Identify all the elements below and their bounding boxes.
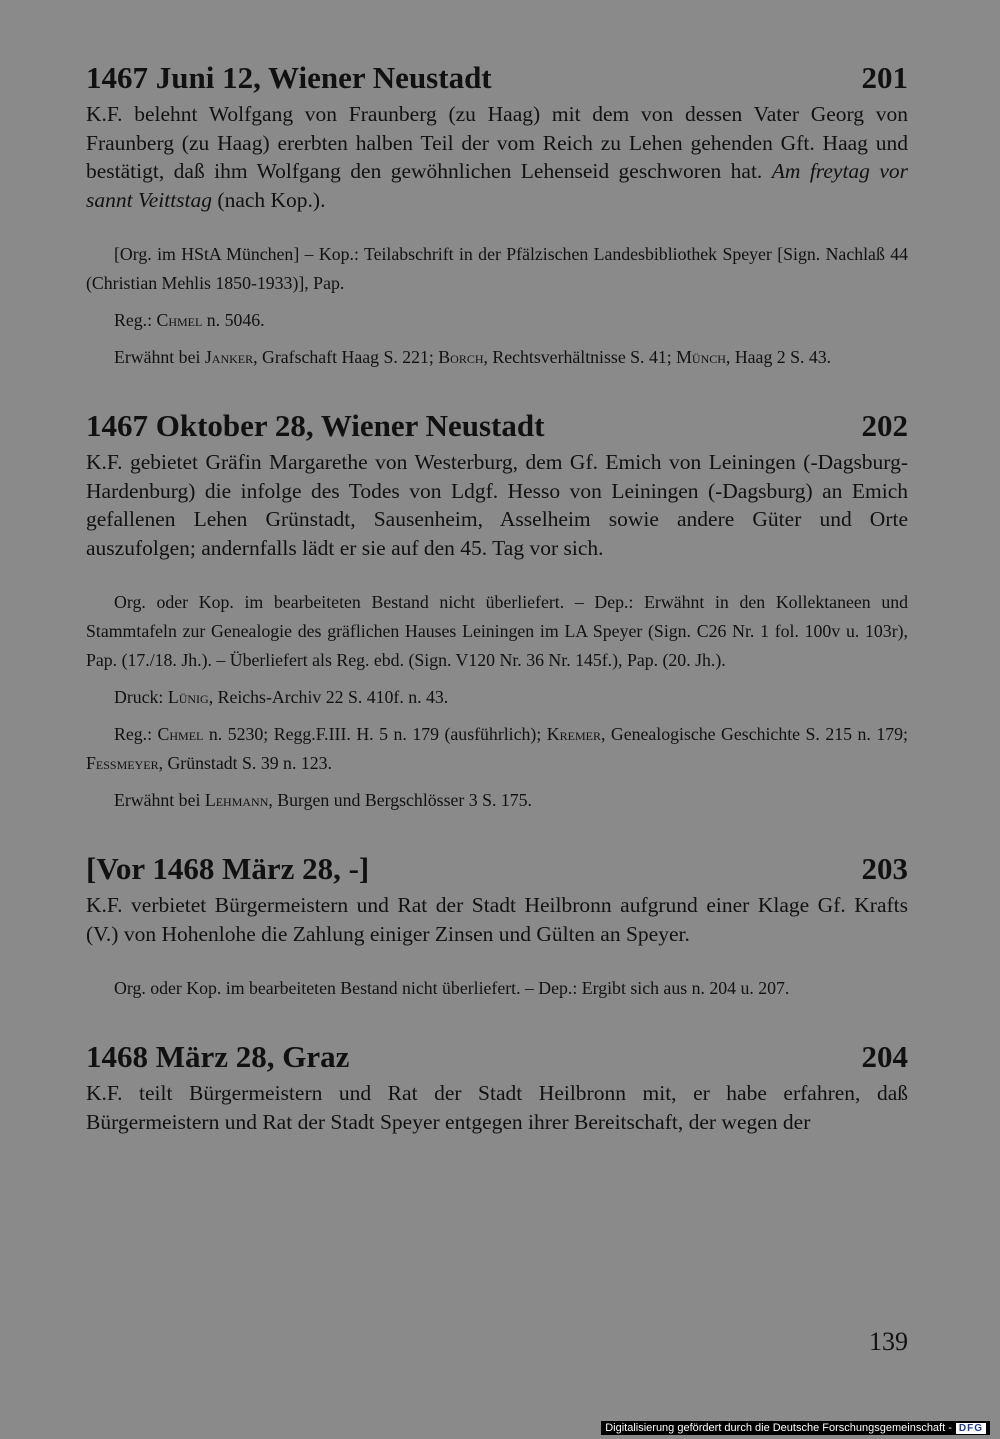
summary-tail: (nach Kop.). bbox=[212, 187, 326, 212]
entry-date-place: 1467 Oktober 28, Wiener Neustadt bbox=[86, 408, 545, 443]
funding-footer bbox=[601, 1421, 990, 1435]
entry-202 bbox=[86, 406, 908, 815]
entry-date-place: 1468 März 28, Graz bbox=[86, 1039, 350, 1074]
entry-summary: K.F. gebietet Gräfin Margarethe von Westerburg, dem Gf. Emich von Leiningen (-Dagsburg-Hardenburg) die infolge des Todes von Ldgf. Hesso von Leiningen (-Dagsburg) an Emich gefallenen Lehen Grünstadt, Sausenheim, Asselheim sowie andere Güter und Orte auszufolgen; andernfalls lädt er sie auf den 45. Tag vor sich. bbox=[86, 450, 908, 560]
entry-summary: K.F. verbietet Bürgermeistern und Rat der Stadt Heilbronn aufgrund einer Klage Gf. Krafts (V.) von Hohenlohe die Zahlung einiger Zinsen und Gülten an Speyer. bbox=[86, 893, 908, 946]
entry-201 bbox=[86, 58, 908, 372]
note-tradition: [Org. im HStA München] – Kop.: Teilabschrift in der Pfälzischen Landesbibliothek Speyer [Sign. Nachlaß 44 (Christian Mehlis 1850-1933)], Pap. bbox=[86, 244, 908, 293]
entry-heading bbox=[86, 849, 908, 889]
entry-heading bbox=[86, 1037, 908, 1077]
note-mentioned: Erwähnt bei Lehmann, Burgen und Bergschlösser 3 S. 175. bbox=[114, 790, 532, 810]
entry-number: 203 bbox=[861, 851, 908, 886]
entry-number: 204 bbox=[861, 1039, 908, 1074]
footer-text: Digitalisierung gefördert durch die Deutsche Forschungsgemeinschaft - bbox=[605, 1422, 952, 1434]
note-mentioned: Erwähnt bei Janker, Grafschaft Haag S. 221; Borch, Rechtsverhältnisse S. 41; Münch, Haag 2 S. 43. bbox=[114, 347, 832, 367]
entry-date-place: [Vor 1468 März 28, -] bbox=[86, 851, 370, 886]
entry-number: 202 bbox=[861, 408, 908, 443]
page-number: 139 bbox=[869, 1327, 908, 1356]
entry-summary bbox=[86, 100, 908, 214]
entry-203 bbox=[86, 849, 908, 1003]
summary-text: K.F. belehnt Wolfgang von Fraunberg (zu Haag) mit dem von dessen Vater Georg von Fraunberg (zu Haag) ererbten halben Teil der vom Reich zu Lehen gehenden Gft. Haag und bestätigt, daß ihm Wolfgang den gewöhnlichen Lehenseid geschworen hat. bbox=[86, 102, 908, 183]
document-page bbox=[86, 58, 908, 1136]
note-print: Druck: Lünig, Reichs-Archiv 22 S. 410f. n. 43. bbox=[114, 687, 449, 707]
note-regest: Reg.: Chmel n. 5230; Regg.F.III. H. 5 n. 179 (ausführlich); Kremer, Genealogische Geschichte S. 215 n. 179; Feßmeyer, Grünstadt S. 39 n. 123. bbox=[86, 724, 908, 773]
entry-summary: K.F. teilt Bürgermeistern und Rat der Stadt Heilbronn mit, er habe erfahren, daß Bürgermeistern und Rat der Stadt Speyer entgegen ihrer Bereitschaft, der wegen der bbox=[86, 1081, 908, 1134]
entry-heading bbox=[86, 58, 908, 98]
summary-italic-date: Am freytag vor sannt Veittstag bbox=[86, 159, 909, 212]
note-tradition: Org. oder Kop. im bearbeiteten Bestand nicht überliefert. – Dep.: Ergibt sich aus n. 204 u. 207. bbox=[114, 978, 790, 998]
entry-heading bbox=[86, 406, 908, 446]
dfg-logo: DFG bbox=[956, 1423, 986, 1434]
note-regest: Reg.: Chmel n. 5046. bbox=[114, 310, 265, 330]
entry-number: 201 bbox=[861, 60, 908, 95]
entry-date-place: 1467 Juni 12, Wiener Neustadt bbox=[86, 60, 492, 95]
entry-204 bbox=[86, 1037, 908, 1136]
note-tradition: Org. oder Kop. im bearbeiteten Bestand nicht überliefert. – Dep.: Erwähnt in den Kollektaneen und Stammtafeln zur Genealogie des gräflichen Hauses Leiningen im LA Speyer (Sign. C26 Nr. 1 fol. 100v u. 103r), Pap. (17./18. Jh.). – Überliefert als Reg. ebd. (Sign. V120 Nr. 36 Nr. 145f.), Pap. (20. Jh.). bbox=[86, 592, 908, 670]
